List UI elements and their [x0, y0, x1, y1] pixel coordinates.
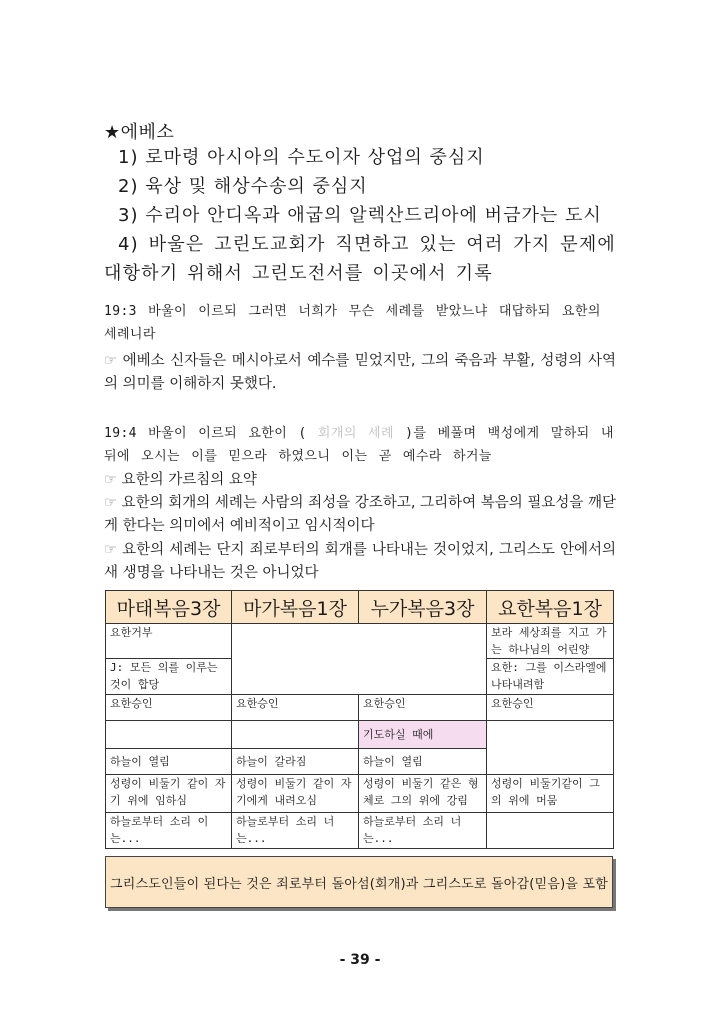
- table-cell-empty: [106, 721, 232, 749]
- table-cell: 하늘이 열림: [359, 749, 487, 775]
- section-list: [104, 143, 616, 288]
- table-cell: 하늘로부터 소리 너는...: [232, 813, 359, 849]
- note-text: 요한의 가르침의 요약: [121, 472, 257, 488]
- table-cell: 보라 세상죄를 지고 가는 하나님의 어린양: [487, 624, 614, 659]
- table-row: [106, 695, 614, 721]
- table-cell-empty: [232, 721, 359, 749]
- note-paragraph: [104, 469, 616, 492]
- table-cell: 요한: 그를 이스라엘에 나타내려함: [487, 659, 614, 695]
- table-cell: 하늘이 갈라짐: [232, 749, 359, 775]
- table-cell: 요한승인: [106, 695, 232, 721]
- verse-faint-text: 회개의 세례: [317, 426, 394, 441]
- table-cell: 성령이 비둘기 같이 자기에게 내려오심: [232, 775, 359, 813]
- list-item: 1) 로마령 아시아의 수도이자 상업의 중심지: [118, 147, 485, 168]
- note-text: 요한의 세례는 단지 죄로부터의 회개를 나타내는 것이었지, 그리스도 안에서의 새 생명을 나타내는 것은 아니었다: [104, 542, 616, 581]
- section-title: ★에베소: [104, 122, 175, 143]
- table-cell: J: 모든 의를 이루는 것이 합당: [106, 659, 232, 695]
- verse-19-3: 19:3 바울이 이르되 그러면 너희가 무슨 세례를 받았느냐 대답하되 요한의 세례니라: [104, 304, 601, 342]
- table-header-row: [106, 591, 614, 624]
- verse-text-before: 19:4 바울이 이르되 요한이 (: [104, 426, 307, 441]
- table-cell: 하늘로부터 소리 너는...: [359, 813, 487, 849]
- callout-text: 그리스도인들이 된다는 것은 죄로부터 돌아섬(회개)과 그리스도로 돌아감(믿음)을 포함: [110, 876, 608, 892]
- column-header: 마태복음3장: [106, 591, 232, 624]
- table-cell: 요한승인: [232, 695, 359, 721]
- page-number: - 39 -: [339, 952, 381, 968]
- verse-19-4: [104, 422, 616, 468]
- column-header: 누가복음3장: [359, 591, 487, 624]
- list-item: 2) 육상 및 해상수송의 중심지: [118, 176, 368, 197]
- verse-text-after: )를 베풀며 백성에게 말하되 내 뒤에 오시는 이를 믿으라 하였으니 이는 곧 예수라 하거늘: [104, 426, 614, 464]
- table-cell: 요한승인: [487, 695, 614, 721]
- table-cell: 요한거부: [106, 624, 232, 659]
- note-paragraph: [104, 350, 616, 396]
- note-paragraph: [104, 539, 616, 585]
- list-item: 3) 수리아 안디옥과 애굽의 알렉산드리아에 버금가는 도시: [118, 205, 602, 226]
- table-row: [106, 813, 614, 849]
- table-row: [106, 775, 614, 813]
- table-cell: 하늘로부터 소리 이는...: [106, 813, 232, 849]
- table-row: [106, 721, 614, 749]
- table-cell: 성령이 비둘기 같은 형체로 그의 위에 강림: [359, 775, 487, 813]
- table-cell-empty: [487, 721, 614, 775]
- note-text: 에베소 신자들은 메시아로서 예수를 믿었지만, 그의 죽음과 부활, 성령의 사역의 의미를 이해하지 못했다.: [104, 353, 616, 392]
- column-header: 요한복음1장: [487, 591, 614, 624]
- table-cell-empty: [232, 624, 487, 695]
- pointing-hand-icon: ☞: [104, 472, 117, 488]
- table-cell-empty: [487, 813, 614, 849]
- pointing-hand-icon: ☞: [104, 495, 117, 511]
- column-header: 마가복음1장: [232, 591, 359, 624]
- table-cell: 성령이 비둘기 같이 자기 위에 임하심: [106, 775, 232, 813]
- table-cell: 성령이 비둘기같이 그의 위에 머뭄: [487, 775, 614, 813]
- table-cell: 요한승인: [359, 695, 487, 721]
- list-item: 4) 바울은 고린도교회가 직면하고 있는 여러 가지 문제에 대항하기 위해서 고린도전서를 이곳에서 기록: [104, 234, 616, 284]
- table-cell: 하늘이 열림: [106, 749, 232, 775]
- summary-callout: [105, 856, 613, 908]
- pointing-hand-icon: ☞: [104, 542, 117, 558]
- table-row: [106, 624, 614, 659]
- gospel-comparison-table: [105, 590, 614, 849]
- note-text: 요한의 회개의 세례는 사람의 죄성을 강조하고, 그리하여 복음의 필요성을 깨닫게 한다는 의미에서 예비적이고 임시적이다: [104, 495, 616, 534]
- note-paragraph: [104, 492, 616, 538]
- table-cell-highlight: 기도하실 때에: [359, 721, 487, 749]
- pointing-hand-icon: ☞: [104, 353, 117, 369]
